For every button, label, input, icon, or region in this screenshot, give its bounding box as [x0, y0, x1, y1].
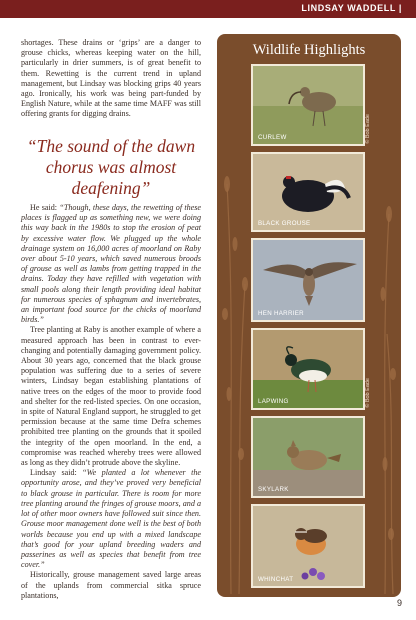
running-header — [0, 0, 416, 18]
paragraph-quote: “We planted a lot whenever the opportunity arose, and they’ve proved very beneficial to black grouse in particular. There is room for more tree planting around the fringes of grouse moors, and a lot of other moor owners have followed suit since then. Grouse moor management done well is the best of both worlds because you end up with a mixed landscape that’s good for your upland breeding waders and passerines as well as species that benefit from tree cover.” — [21, 468, 201, 570]
photo-credit: © Bob Eade — [365, 378, 371, 408]
page-number: 9 — [396, 598, 402, 608]
paragraph — [21, 325, 201, 468]
curlew-image — [253, 66, 363, 144]
wildlife-highlights-panel — [217, 34, 401, 597]
black-grouse-image — [253, 154, 363, 230]
hen-harrier-photo — [251, 238, 365, 322]
lapwing-image — [253, 330, 363, 408]
body-text — [21, 203, 201, 601]
paragraph — [21, 468, 201, 570]
photo-label: HEN HARRIER — [258, 310, 304, 317]
whinchat-photo — [251, 504, 365, 588]
pull-quote: “The sound of the dawn chorus was almost deafening” — [26, 136, 196, 198]
photo-label: BLACK GROUSE — [258, 220, 311, 227]
header-text: LINDSAY WADDELL | — [301, 3, 402, 13]
panel-title: Wildlife Highlights — [252, 42, 366, 58]
hen-harrier-image — [253, 240, 363, 320]
paragraph-quote: “Though, these days, the rewetting of these places is flagged up as something new, we were doing this way back in the 1980s to stop the erosion of peat by excessive water flow. We plugged up the whole drainage system on 16,000 acres of moorland on Raby over about 5-10 years, which saved numerous broods of grouse as well as lambs from getting trapped in the drains. Today they have refilled with vegetation with small pools along their length providing ideal habitat for numerous species of sphagnum and invertebrates, an important food source for the chicks of moorland birds.” — [21, 203, 201, 325]
curlew-photo — [251, 64, 371, 146]
paragraph — [21, 203, 201, 325]
paragraph-lead: Lindsay said: — [30, 468, 83, 478]
skylark-photo — [251, 416, 365, 498]
paragraph-lead: Historically, grouse management saved large areas of the uplands from commercial sitka spruce plantations, — [21, 570, 201, 600]
photo-label: SKYLARK — [258, 486, 289, 493]
photo-label: LAPWING — [258, 398, 289, 405]
paragraph — [21, 570, 201, 601]
paragraph-lead: Tree planting at Raby is another example of where a measured approach has been in contrast to ever-changing and potentially damaging government policy. About 30 years ago, concerned that the black grouse population was suffering due to a series of severe winters, Lindsay began establishing plantations of native trees on the edges of the moor to provide food and shelter for the red-listed species. On one occasion, in spite of Natural England support, he struggled to get permission because at the same time Defra schemes prohibited tree planting on the grounds that it spoiled the integrity of the open moorland. In the end, a compromise was reached whereby trees were allowed as long as they didn’t protrude above the skyline. — [21, 325, 201, 468]
photo-label: CURLEW — [258, 134, 287, 141]
black-grouse-photo — [251, 152, 365, 232]
whinchat-image — [253, 506, 363, 586]
paragraph-lead: He said: — [30, 203, 60, 212]
skylark-image — [253, 418, 363, 496]
photo-credit: © Bob Eade — [365, 114, 371, 144]
lapwing-photo — [251, 328, 371, 410]
intro-paragraph-block — [21, 38, 201, 120]
intro-paragraph: shortages. These drains or ‘grips’ are a danger to grouse chicks, whereas keeping water on the hill, particularly in drier summers, is of great benefit to them. Rewetting is the current trend in upland management, but Lindsay was blocking grips 40 years ago. Ironically, his work was being part-funded by English Nature, while at the same time MAFF was still offering grants for digging drains. — [21, 38, 201, 119]
photo-label: WHINCHAT — [258, 576, 294, 583]
